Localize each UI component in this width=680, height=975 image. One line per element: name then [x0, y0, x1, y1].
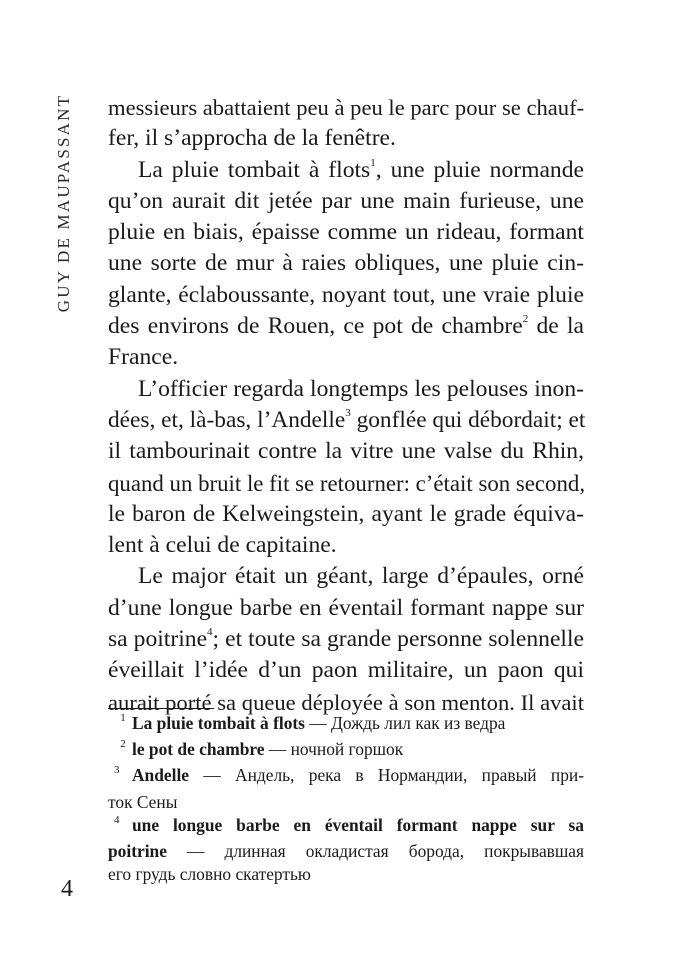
footnote-term: le pot de chambre	[132, 739, 265, 760]
footnote-number: 3	[114, 764, 120, 777]
text-line: pluie en biais, épaisse comme un rideau, formant	[108, 219, 584, 246]
text-line: des environs de Rouen, ce pot de chambre$^2$ de la	[108, 313, 585, 340]
page-number: 4	[61, 876, 73, 902]
footnote-ref: 2	[522, 313, 529, 326]
footnote-term: La pluie tombait à flots	[132, 713, 305, 733]
footnote-1	[108, 712, 584, 738]
footnote-text: — длинная окладистая борода, покрывавшая	[166, 841, 584, 862]
footnote-number: 2	[120, 738, 126, 751]
text-line: quand un bruit le fit se retourner: c’était son second,	[108, 470, 586, 496]
footnote-number: 4	[114, 813, 120, 826]
text-line: messieurs abattaient peu à peu le parc pour se chauf-	[108, 95, 585, 120]
footnote-term: une longue barbe en éventail formant nappe sur sa	[132, 814, 584, 835]
text-line: le baron de Kelweingstein, ayant le grade équiva-	[108, 500, 584, 527]
footnote-ref: 1	[370, 156, 376, 169]
text-line: sa poitrine$^4$; et toute sa grande personne solennelle	[108, 626, 584, 653]
text-line: France.	[108, 344, 179, 371]
text-line: lent à celui de capitaine.	[108, 532, 337, 559]
footnote-ref: 4	[207, 626, 213, 639]
text-line: une sorte de mur à raies obliques, une pluie cin-	[108, 250, 584, 277]
body-text	[108, 92, 584, 718]
text-line: d’une longue barbe en éventail formant nappe sur	[108, 594, 584, 621]
text-line: qu’on aurait dit jetée par une main furieuse, une	[108, 187, 584, 214]
paragraph	[108, 561, 584, 717]
footnote-3-continuation: ток Сены	[108, 791, 178, 812]
footnote-4-continuation: его грудь словно скатертью	[108, 864, 311, 885]
footnote-2	[108, 738, 584, 764]
footnote-4-line2	[108, 840, 584, 863]
footnote-4	[108, 814, 584, 840]
paragraph	[108, 155, 584, 374]
footnote-3	[108, 764, 584, 790]
text-line: La pluie tombait à flots$^1$, une pluie normande	[138, 156, 584, 183]
paragraph	[108, 374, 584, 562]
footnote-number: 1	[120, 712, 126, 724]
text-line: dées, et, là-bas, l’Andelle$^3$ gonflée qui débordait; et	[108, 406, 586, 433]
footnote-text: — ночной горшок	[264, 739, 404, 760]
running-head-text: GUY DE MAUPASSANT	[54, 93, 73, 313]
footnotes	[108, 712, 584, 886]
text-line: éveillait l’idée d’un paon militaire, un paon qui	[108, 657, 584, 684]
footnote-text: — Андель, река в Нормандии, правый при-	[189, 765, 584, 786]
text-line: L’officier regarda longtemps les pelouses inon-	[138, 375, 584, 402]
footnote-ref: 3	[345, 406, 351, 419]
paragraph	[108, 92, 584, 155]
text-line: fer, il s’approcha de la fenêtre.	[108, 125, 396, 152]
footnote-term: Andelle	[132, 765, 190, 786]
footnote-text: — Дождь лил как из ведра	[304, 713, 506, 733]
footnote-term: poitrine	[108, 841, 167, 862]
text-line: glante, éclaboussante, noyant tout, une vraie pluie	[108, 281, 584, 308]
text-line: il tambourinait contre la vitre une valse du Rhin,	[108, 438, 584, 465]
text-line: Le major était un géant, large d’épaules, orné	[138, 563, 584, 590]
text-line: aurait porté sa queue déployée à son menton. Il avait	[108, 689, 584, 715]
running-head	[44, 93, 84, 313]
